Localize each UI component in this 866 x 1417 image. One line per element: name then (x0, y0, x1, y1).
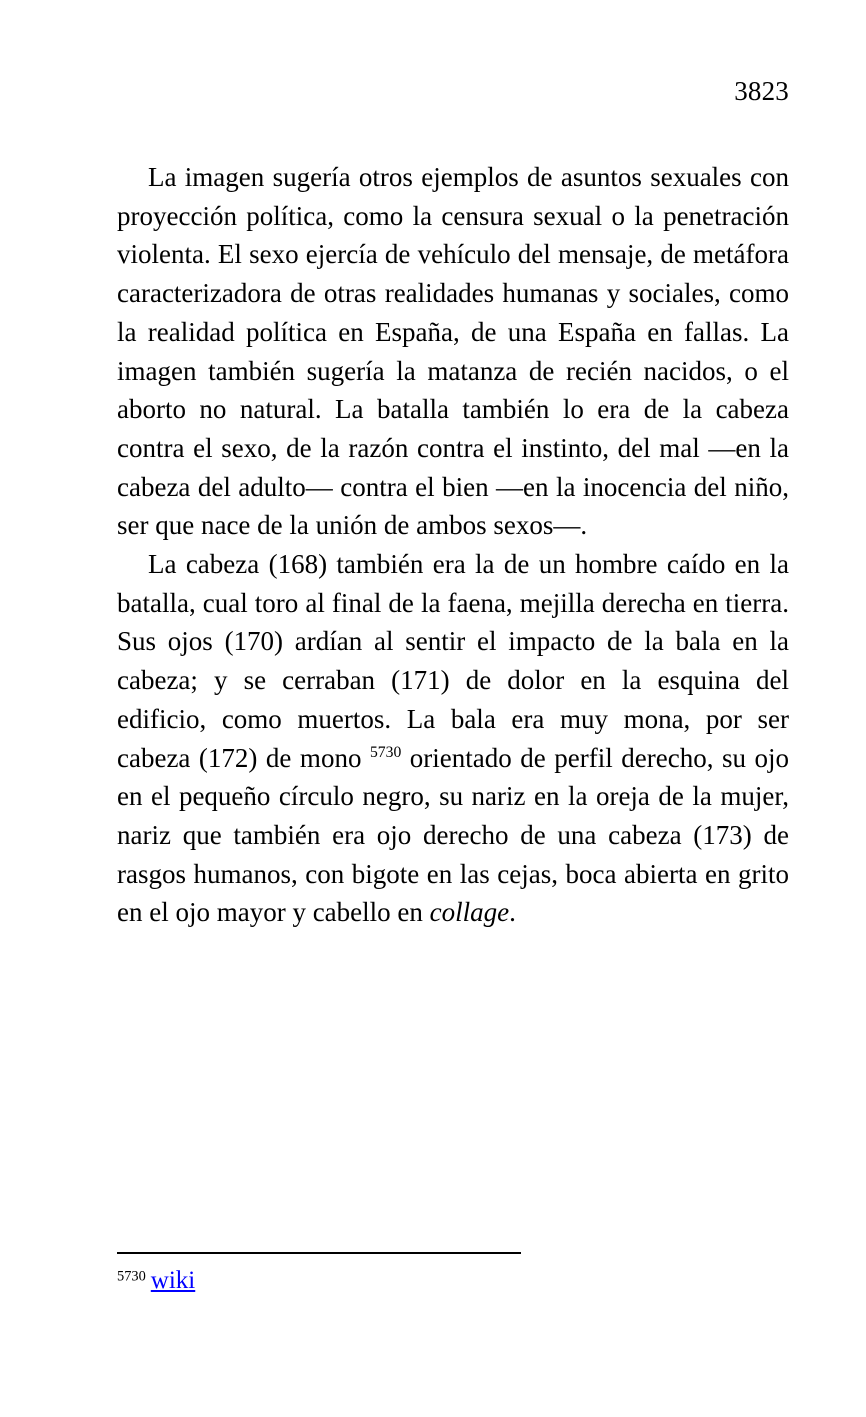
footnote-reference: 5730 (369, 743, 402, 761)
body-text-block (117, 158, 789, 932)
footnote-separator-rule (117, 1252, 521, 1254)
footnote-wiki-link[interactable]: wiki (150, 1267, 196, 1294)
page-header (117, 78, 789, 105)
emphasis-text: collage (429, 897, 510, 928)
paragraph-1: La imagen sugería otros ejemplos de asuntos sexuales con proyección política, como la censura sexual o la penetración violenta. El sexo ejercía de vehículo del mensaje, de metáfora caracterizadora de otras realidades humanas y sociales, como la realidad política en España, de una España en fallas. La imagen también sugería la matanza de recién nacidos, o el aborto no natural. La batalla también lo era de la cabeza contra el sexo, de la razón contra el instinto, del mal —en la cabeza del adulto— contra el bien —en la inocencia del niño, ser que nace de la unión de ambos sexos—. (117, 162, 789, 541)
footnote-area (117, 1252, 789, 1295)
footnote-marker: 5730 (117, 1268, 146, 1285)
page-number: 3823 (734, 76, 789, 106)
paragraph-2: La cabeza (168) también era la de un hombre caído en la batalla, cual toro al final de la faena, mejilla derecha en tierra. Sus ojos (170) ardían al sentir el impacto de la bala en la cabeza; y se cerraban (171) de dolor en la esquina del edificio, como muertos. La bala era muy mona, por ser cabeza (172) de mono $^{5730}$ orientado de perfil derecho, su ojo en el pequeño círculo negro, su nariz en la oreja de la mujer, nariz que también era ojo derecho de una cabeza (173) de rasgos humanos, con bigote en las cejas, boca abierta en grito en el ojo mayor y cabello en collage. (117, 549, 790, 928)
footnote-item (117, 1268, 789, 1295)
